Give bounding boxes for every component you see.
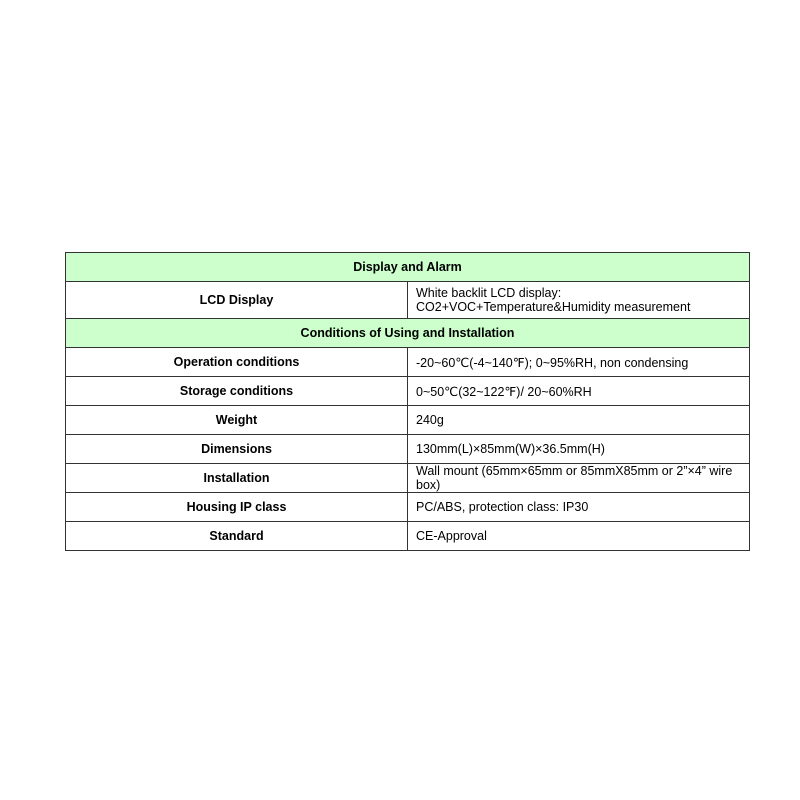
- row-value-lcd-display: White backlit LCD display: CO2+VOC+Temperature&Humidity measurement: [408, 282, 750, 319]
- section-header-row: [66, 253, 750, 282]
- row-value-storage-conditions: 0~50℃(32~122℉)/ 20~60%RH: [408, 377, 750, 406]
- row-label-lcd-display: LCD Display: [66, 282, 408, 319]
- row-label-installation: Installation: [66, 464, 408, 493]
- section-title-display-alarm: Display and Alarm: [66, 253, 750, 282]
- section-header-row: [66, 319, 750, 348]
- spec-table: [65, 252, 750, 551]
- row-label-dimensions: Dimensions: [66, 435, 408, 464]
- row-value-dimensions: 130mm(L)×85mm(W)×36.5mm(H): [408, 435, 750, 464]
- table-row: [66, 464, 750, 493]
- row-value-operation-conditions: -20~60℃(-4~140℉); 0~95%RH, non condensing: [408, 348, 750, 377]
- table-row: [66, 282, 750, 319]
- table-row: [66, 406, 750, 435]
- row-value-housing-ip-class: PC/ABS, protection class: IP30: [408, 493, 750, 522]
- section-title-conditions: Conditions of Using and Installation: [66, 319, 750, 348]
- table-row: [66, 348, 750, 377]
- row-label-standard: Standard: [66, 522, 408, 551]
- table-row: [66, 377, 750, 406]
- row-value-standard: CE-Approval: [408, 522, 750, 551]
- row-label-housing-ip-class: Housing IP class: [66, 493, 408, 522]
- table-row: [66, 493, 750, 522]
- table-row: [66, 522, 750, 551]
- row-label-storage-conditions: Storage conditions: [66, 377, 408, 406]
- row-value-weight: 240g: [408, 406, 750, 435]
- row-value-installation: Wall mount (65mm×65mm or 85mmX85mm or 2”×4” wire box): [408, 464, 750, 493]
- row-label-operation-conditions: Operation conditions: [66, 348, 408, 377]
- row-label-weight: Weight: [66, 406, 408, 435]
- table-row: [66, 435, 750, 464]
